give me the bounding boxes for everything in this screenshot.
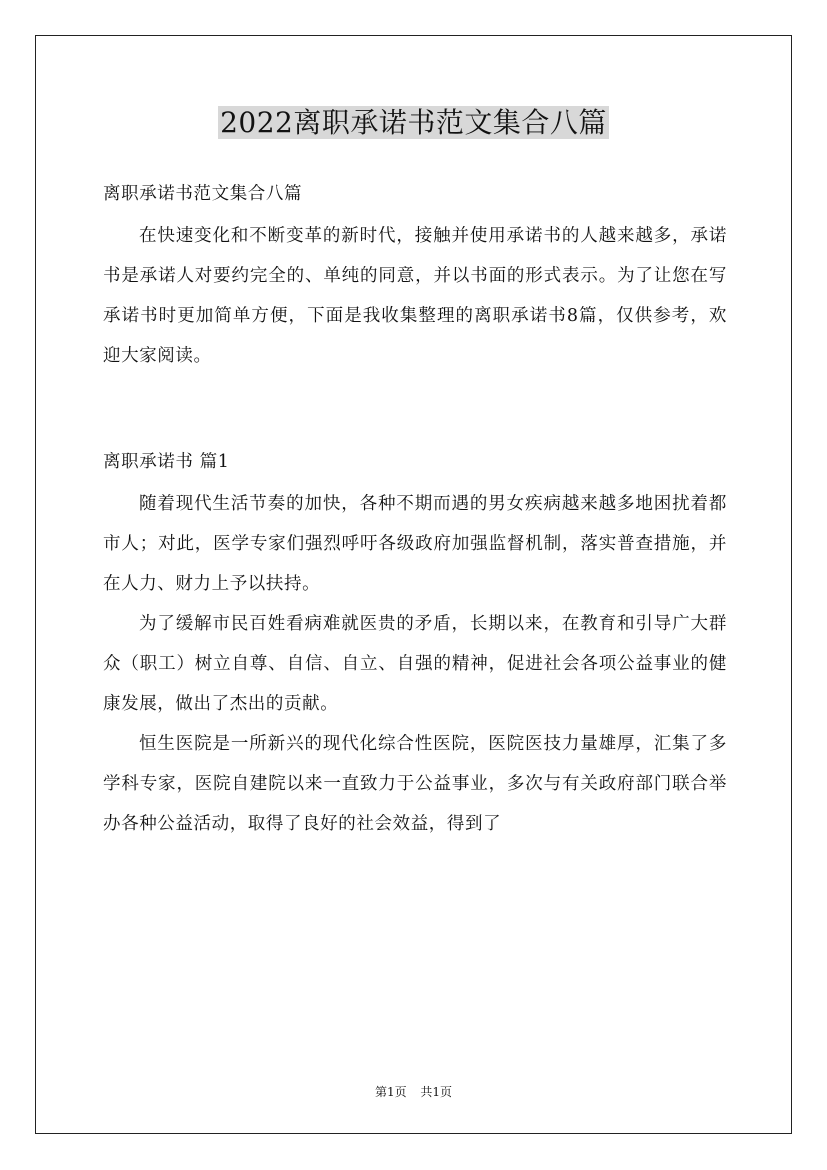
page-number-total: 共1页 [420, 1085, 453, 1099]
page-footer [0, 1084, 827, 1100]
document-subtitle: 离职承诺书范文集合八篇 [103, 184, 303, 204]
document-body [103, 176, 727, 844]
body-paragraph-1: 随着现代生活节奏的加快，各种不期而遇的男女疾病越来越多地困扰着都市人；对此，医学专家们强烈呼吁各级政府加强监督机制，落实普查措施，并在人力、财力上予以扶持。 [103, 494, 727, 594]
intro-paragraph: 在快速变化和不断变革的新时代，接触并使用承诺书的人越来越多，承诺书是承诺人对要约完全的、单纯的同意，并以书面的形式表示。为了让您在写承诺书时更加简单方便，下面是我收集整理的离职承诺书8篇，仅供参考，欢迎大家阅读。 [103, 226, 727, 366]
document-title [0, 101, 827, 145]
section-heading: 离职承诺书 篇1 [103, 452, 230, 472]
document-title-text: 2022离职承诺书范文集合八篇 [220, 106, 607, 139]
body-paragraph-3: 恒生医院是一所新兴的现代化综合性医院，医院医技力量雄厚，汇集了多学科专家，医院自建院以来一直致力于公益事业，多次与有关政府部门联合举办各种公益活动，取得了良好的社会效益，得到了 [103, 734, 727, 834]
page-number-current: 第1页 [374, 1085, 407, 1099]
body-paragraph-2: 为了缓解市民百姓看病难就医贵的矛盾，长期以来，在教育和引导广大群众（职工）树立自尊、自信、自立、自强的精神，促进社会各项公益事业的健康发展，做出了杰出的贡献。 [103, 614, 727, 714]
